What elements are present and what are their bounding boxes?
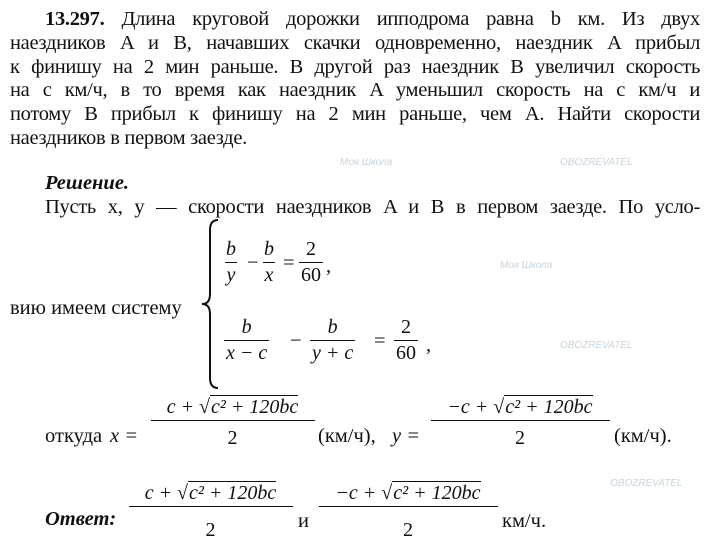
math-text: 2: [431, 420, 610, 450]
math-text: c² + 120bc: [211, 396, 299, 418]
problem-line-5: потому B прибыл к финишу на 2 мин раньше, чем A. Найти скорости: [10, 103, 700, 125]
math-text: b: [226, 238, 236, 260]
math-text: 2: [151, 420, 315, 450]
fraction: [394, 316, 418, 365]
math-text: y + c: [312, 342, 354, 364]
math-text: c² + 120bc: [393, 482, 481, 504]
watermark: Моя Школа: [340, 157, 393, 168]
x-fraction: [150, 396, 315, 450]
problem-line-4: на c км/ч, в то время как наездник A уменьшил скорость на c км/ч и: [10, 79, 700, 101]
problem-line-1: [45, 8, 700, 31]
watermark: OBOZREVATEL: [560, 157, 633, 168]
math-text: b: [241, 316, 252, 338]
math-text: ,: [326, 255, 332, 277]
math-text: x − c: [226, 342, 268, 364]
fraction: [224, 316, 269, 365]
math-text: =: [374, 330, 386, 352]
watermark: Моя Школа: [500, 260, 553, 271]
math-text: c² + 120bc: [189, 482, 277, 504]
math-text: c + √: [144, 482, 189, 504]
math-text: −c + √: [335, 482, 393, 504]
answer-label: Ответ:: [45, 508, 117, 530]
fraction: [299, 238, 323, 287]
math-text: y: [226, 264, 236, 286]
solution-heading: Решение.: [45, 172, 130, 194]
math-text: 2: [401, 316, 411, 338]
math-text: b: [327, 316, 338, 338]
math-text: 2: [319, 506, 498, 542]
math-text: 60: [301, 264, 321, 286]
problem-line-2: наездников A и B, начавших скачки одновременно, наездник A прибыл: [10, 32, 700, 54]
fraction: [224, 238, 238, 287]
y-fraction: [430, 396, 610, 450]
math-text: откуда: [45, 425, 103, 447]
math-text: (км/ч).: [614, 425, 672, 447]
answer-fraction-1: [128, 482, 293, 542]
math-text: 2: [129, 506, 293, 542]
fraction: [262, 238, 276, 287]
math-text: =: [283, 252, 295, 274]
math-text: 2: [306, 238, 316, 260]
math-text: x =: [110, 425, 139, 447]
math-text: (км/ч),: [318, 425, 376, 447]
system-label: вию имеем систему: [10, 297, 182, 319]
math-text: −c + √: [447, 396, 505, 418]
problem-line-3: к финишу на 2 мин раньше. В другой раз наездник B увеличил скорость: [10, 56, 700, 78]
math-text: ,: [426, 334, 432, 356]
problem-line-1-text: Длина круговой дорожки ипподрома равна b км. Из двух: [121, 8, 700, 30]
math-text: y =: [392, 425, 421, 447]
solution-intro: Пусть x, y — скорости наездников A и B в первом заезде. По усло-: [45, 196, 700, 218]
math-text: c + √: [166, 396, 211, 418]
math-text: c² + 120bc: [505, 396, 593, 418]
answer-fraction-2: [318, 482, 498, 542]
problem-number: 13.297.: [45, 8, 105, 30]
math-text: −: [290, 330, 302, 352]
math-text: км/ч.: [502, 510, 547, 532]
math-text: и: [298, 510, 309, 532]
math-text: 60: [396, 342, 416, 364]
problem-line-6: наездников в первом заезде.: [10, 127, 247, 149]
fraction: [310, 316, 355, 365]
watermark: OBOZREVATEL: [560, 340, 633, 351]
system-brace: [200, 218, 222, 390]
math-text: b: [264, 238, 274, 260]
watermark: OBOZREVATEL: [610, 478, 683, 489]
math-text: x: [264, 264, 274, 286]
math-text: −: [247, 252, 259, 274]
